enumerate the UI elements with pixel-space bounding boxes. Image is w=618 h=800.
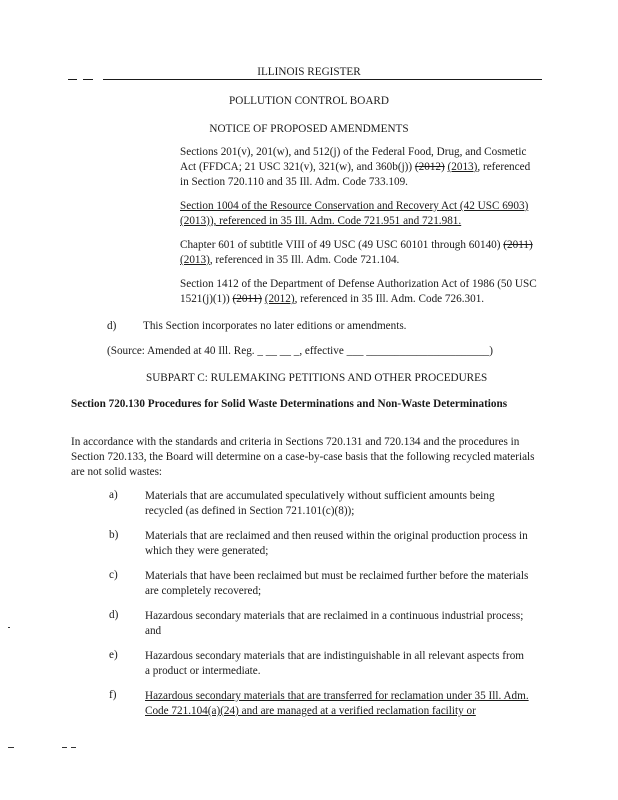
item-d-text: This Section incorporates no later editions or amendments. — [143, 320, 407, 332]
struck-text: (2011) — [232, 293, 262, 305]
reference-dod-act: Section 1412 of the Department of Defense Authorization Act of 1986 (50 USC 1521(j)(1)) (2011) (2012), referenced in 35 Ill. Adm. Code 726.301. — [180, 278, 537, 305]
item-f-text: Hazardous secondary materials that are transferred for reclamation under 35 Ill. Adm. Code 721.104(a)(24) and are managed at a verified reclamation facility or — [145, 690, 529, 717]
item-d2-label: d) — [109, 609, 119, 621]
reference-rcra: Section 1004 of the Resource Conservation and Recovery Act (42 USC 6903) (2013)), referenced in 35 Ill. Adm. Code 721.951 and 721.981. — [180, 200, 529, 227]
struck-text: (2011) — [503, 239, 533, 251]
item-c-text: Materials that have been reclaimed but must be reclaimed further before the materials are completely recovered; — [145, 570, 529, 597]
item-a-label: a) — [109, 489, 118, 501]
scan-mark — [8, 627, 10, 628]
added-text: (2013) — [447, 161, 478, 173]
scan-mark — [8, 747, 14, 748]
header-rule — [68, 79, 542, 80]
item-f-label: f) — [109, 689, 117, 701]
item-b-text: Materials that are reclaimed and then reused within the original production process in which they were generated; — [145, 530, 528, 557]
section-heading: Section 720.130 Procedures for Solid Waste Determinations and Non-Waste Determinations — [71, 398, 508, 410]
added-text: (2012) — [264, 293, 295, 305]
item-e-label: e) — [109, 649, 118, 661]
item-e-text: Hazardous secondary materials that are indistinguishable in all relevant aspects from a product or intermediate. — [145, 650, 524, 677]
source-note: (Source: Amended at 40 Ill. Reg. _ __ __ _, effective ___ ______________________) — [107, 345, 494, 357]
item-d2-text: Hazardous secondary materials that are reclaimed in a continuous industrial process; and — [145, 610, 524, 637]
reference-ffdca: Sections 201(v), 201(w), and 512(j) of the Federal Food, Drug, and Cosmetic Act (FFDCA; 21 USC 321(v), 321(w), and 360b(j)) (2012) (2013), referenced in Section 720.110 and 35 Ill. Adm. Code 733.109. — [180, 146, 531, 188]
item-a-text: Materials that are accumulated speculatively without sufficient amounts being recycled (as defined in Section 721.101(c)(8)); — [145, 490, 495, 517]
section-intro: In accordance with the standards and criteria in Sections 720.131 and 720.134 and the procedures in Section 720.133, the Board will determine on a case-by-case basis that the following recycled materials are not solid wastes: — [71, 436, 535, 478]
reference-usc-chapter-601: Chapter 601 of subtitle VIII of 49 USC (49 USC 60101 through 60140) (2011) (2013), referenced in 35 Ill. Adm. Code 721.104. — [180, 239, 533, 266]
scan-mark — [71, 747, 76, 748]
item-b-label: b) — [109, 529, 119, 541]
board-title: POLLUTION CONTROL BOARD — [229, 95, 389, 107]
item-d-label: d) — [107, 320, 117, 332]
added-text: (2013) — [180, 254, 210, 266]
notice-title: NOTICE OF PROPOSED AMENDMENTS — [209, 123, 409, 135]
item-c-label: c) — [109, 569, 118, 581]
struck-text: (2012) — [414, 161, 445, 173]
register-title: ILLINOIS REGISTER — [257, 66, 361, 78]
scan-mark — [62, 747, 67, 748]
subpart-heading: SUBPART C: RULEMAKING PETITIONS AND OTHER PROCEDURES — [146, 372, 488, 384]
